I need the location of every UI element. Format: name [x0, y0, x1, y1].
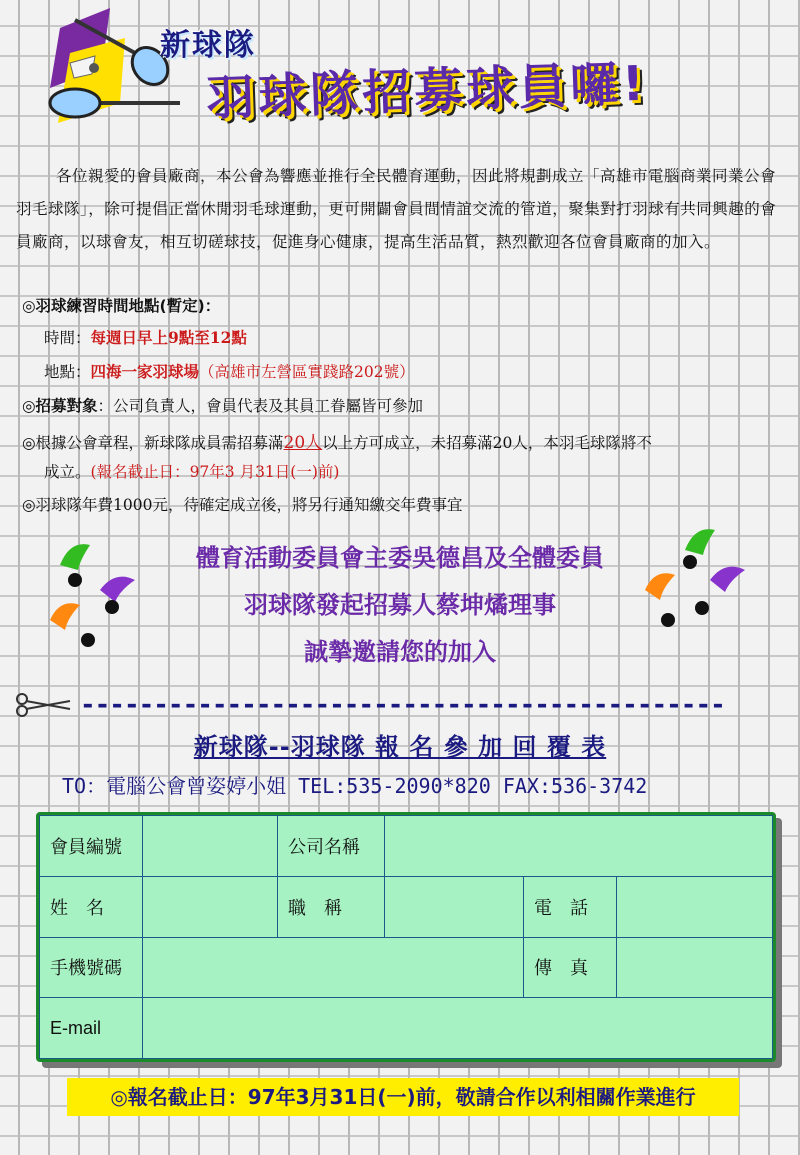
rule-note: (報名截止日：97年3 月31日(一)前)	[90, 463, 340, 481]
rule-line-2	[44, 460, 339, 482]
member-no-field[interactable]	[143, 816, 278, 877]
practice-time	[44, 326, 247, 348]
recruit-heading: ◎招募對象	[22, 397, 98, 415]
mobile-field[interactable]	[143, 937, 524, 998]
rule-highlight: 20人	[283, 433, 323, 453]
invite-line-2: 羽球隊發起招募人蔡坤燏理事	[244, 591, 556, 619]
place-address: （高雄市左營區實踐路202號）	[199, 363, 415, 381]
name-field[interactable]	[143, 876, 278, 937]
registration-form	[36, 812, 776, 1062]
rule-part3: 成立。	[44, 463, 91, 481]
invite-line-1: 體育活動委員會主委吳德昌及全體委員	[196, 544, 604, 572]
deadline-banner: ◎報名截止日：97年3月31日(一)前，敬請合作以利相關作業進行	[67, 1078, 739, 1116]
time-value: 每週日早上9點至12點	[90, 328, 247, 347]
fax-label: 傳 真	[524, 937, 617, 998]
rule-part2: 以上方可成立，未招募滿20人，本羽毛球隊將不	[322, 434, 652, 452]
practice-place	[44, 360, 415, 382]
mobile-label: 手機號碼	[40, 937, 143, 998]
annual-fee: ◎羽球隊年費1000元，待確定成立後，將另行通知繳交年費事宜	[22, 496, 463, 514]
cut-dashes: --------------------------------------------	[80, 690, 725, 720]
place-label: 地點：	[44, 363, 91, 381]
contact-line: TO：電腦公會曾姿婷小姐 TEL:535-2090*820 FAX:536-3742	[62, 774, 648, 798]
phone-field[interactable]	[617, 876, 773, 937]
recruit-text: ：公司負責人，會員代表及其員工眷屬皆可參加	[97, 397, 424, 415]
member-no-label: 會員編號	[40, 816, 143, 877]
job-title-label: 職 稱	[278, 876, 385, 937]
time-label: 時間：	[44, 329, 91, 347]
form-title: 新球隊--羽球隊 報 名 參 加 回 覆 表	[193, 733, 607, 761]
registration-table	[39, 815, 773, 1059]
scissors-icon	[14, 692, 74, 718]
rule-part1: ◎根據公會章程，新球隊成員需招募滿	[22, 434, 284, 452]
invite-line-3: 誠摯邀請您的加入	[304, 638, 496, 666]
company-label: 公司名稱	[278, 816, 385, 877]
name-label: 姓 名	[40, 876, 143, 937]
place-value: 四海一家羽球場	[90, 362, 200, 381]
practice-heading: ◎羽球練習時間地點(暫定)：	[22, 297, 221, 315]
page-title: 羽球隊招募球員囉!	[205, 55, 649, 127]
phone-label: 電 話	[524, 876, 617, 937]
job-title-field[interactable]	[385, 876, 524, 937]
email-field[interactable]	[143, 998, 773, 1059]
fax-field[interactable]	[617, 937, 773, 998]
rule-line-1	[22, 428, 652, 453]
team-name: 新球隊	[160, 28, 256, 63]
recruit-target	[22, 394, 423, 416]
intro-paragraph: 各位親愛的會員廠商，本公會為響應並推行全民體育運動，因此將規劃成立「高雄市電腦商業同業公會羽毛球隊」，除可提倡正當休閒羽毛球運動，更可開闢會員間情誼交流的管道，聚集對打羽球有共同興趣的會員廠商，以球會友，相互切磋球技，促進身心健康，提高生活品質，熱烈歡迎各位會員廠商的加入。	[16, 167, 777, 251]
company-field[interactable]	[385, 816, 773, 877]
email-label: E-mail	[40, 998, 143, 1059]
